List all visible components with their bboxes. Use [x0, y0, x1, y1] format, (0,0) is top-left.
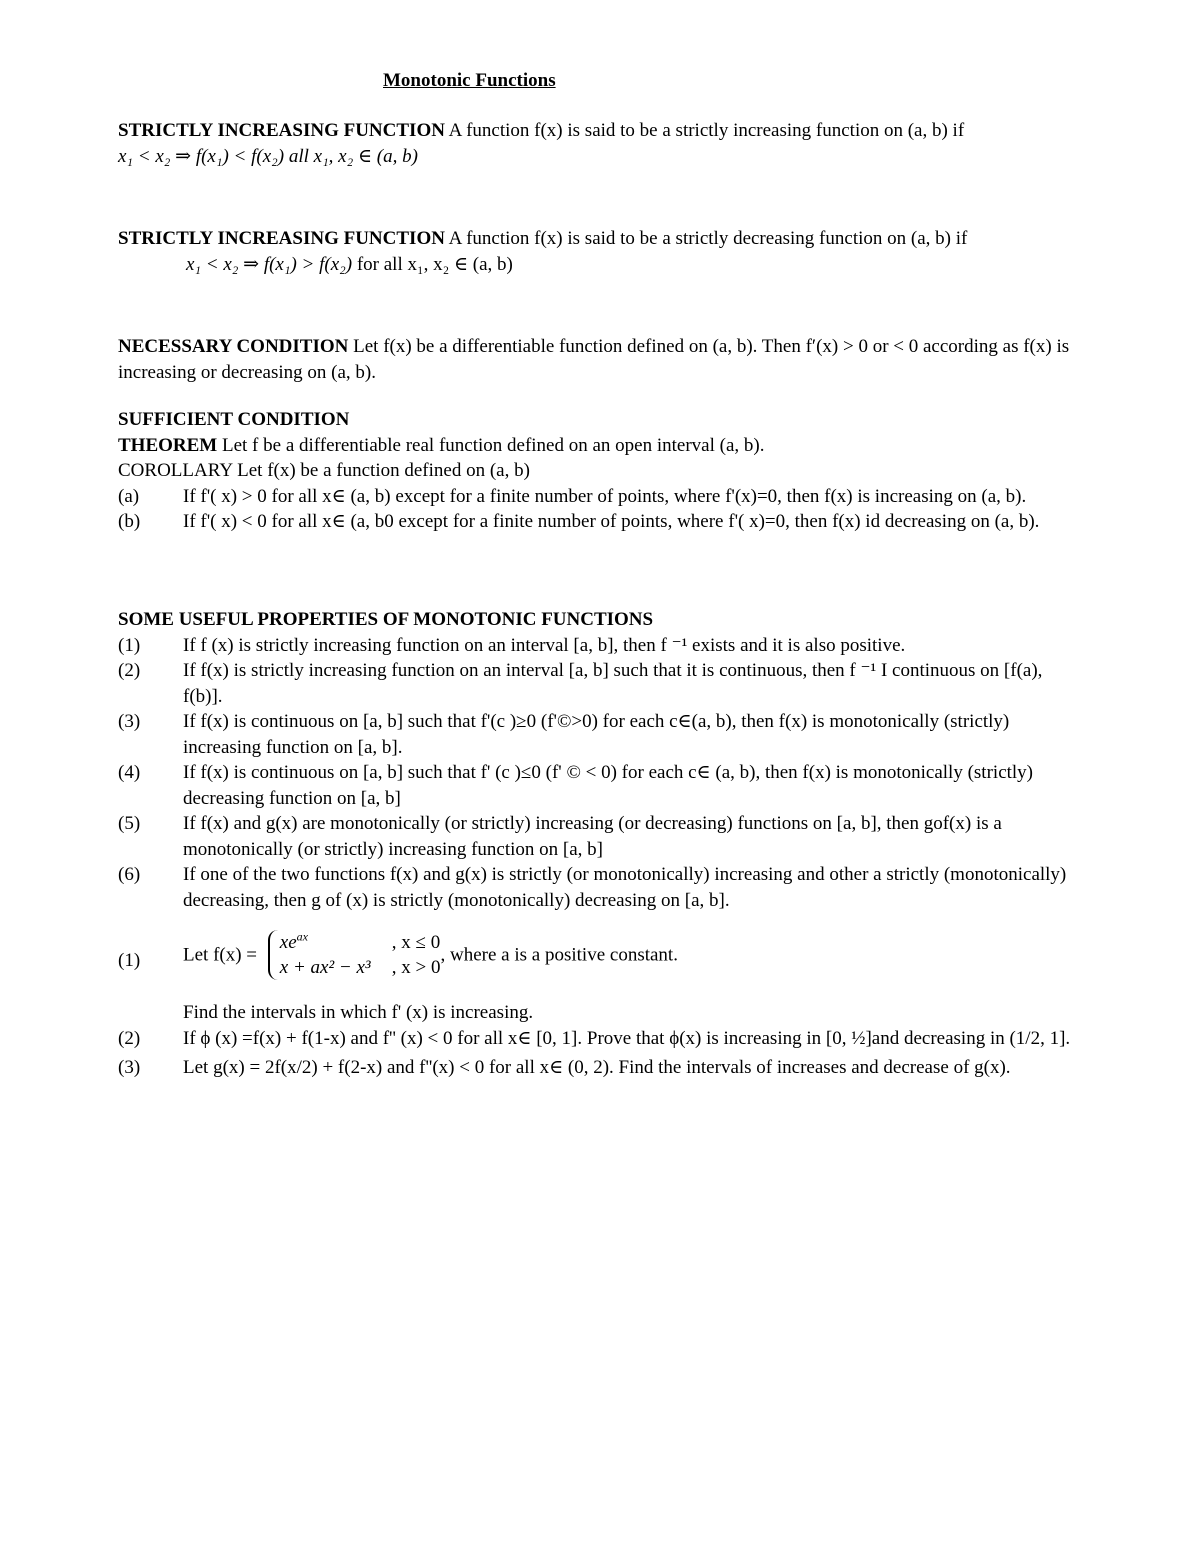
definition-paragraph [118, 118, 1078, 144]
list-item [118, 658, 1078, 709]
list-item [118, 509, 1078, 535]
case-condition: , x ≤ 0 [391, 932, 441, 953]
definition-text: A function f(x) is said to be a strictly decreasing function on (a, b) if [444, 228, 968, 249]
section-necessary-condition [118, 334, 1078, 385]
problem-1 [118, 930, 1078, 990]
item-text: If f'( x) < 0 for all x∈ (a, b0 except for a finite number of points, where f'( x)=0, then f(x) id decreasing on (a, b). [183, 511, 1040, 532]
item-number: (5) [118, 813, 141, 834]
section-properties [118, 607, 1078, 913]
piecewise-case [279, 955, 441, 980]
item-number: (1) [118, 634, 141, 656]
list-item [118, 862, 1078, 913]
section-heading: SUFFICIENT CONDITION [118, 409, 350, 430]
case-condition: , x > 0 [391, 957, 441, 978]
theorem-label: THEOREM [118, 434, 218, 456]
item-number: (4) [118, 762, 141, 783]
item-text: If f'( x) > 0 for all x∈ (a, b) except for a finite number of points, where f'(x)=0, then f(x) is increasing on (a, b). [183, 485, 1027, 507]
piecewise-definition [183, 930, 678, 980]
piecewise-lead: Let f(x) = [183, 944, 262, 966]
definition-paragraph [118, 226, 1078, 252]
item-number: (6) [118, 864, 141, 885]
section-heading: STRICTLY INCREASING FUNCTION [118, 228, 445, 249]
theorem-line [118, 433, 1078, 459]
item-text: If f(x) and g(x) are monotonically (or strictly) increasing (or decreasing) functions on [a, b], then gof(x) is a monotonically (or strictly) increasing function on [a, b] [183, 813, 1002, 860]
section-heading: STRICTLY INCREASING FUNCTION [118, 120, 445, 141]
necessary-text: Let f(x) be a differentiable function defined on (a, b). Then f′(x) > 0 or < 0 according as f(x) is increasing or decreasing on (a, b). [118, 336, 1070, 383]
decreasing-formula-tail: for all x₁, x₂ ∈ (a, b) [352, 253, 513, 275]
item-number: (2) [118, 1027, 141, 1049]
item-text: If f(x) is strictly increasing function on an interval [a, b] such that it is continuous, then f ⁻¹ I continuous on [f(a), f(b)]. [183, 660, 1043, 707]
necessary-paragraph [118, 334, 1078, 385]
theorem-text: Let f be a differentiable real function defined on an open interval (a, b). [217, 434, 765, 456]
case-expression: $xe^{ax}$ [279, 929, 308, 953]
list-item [118, 709, 1078, 760]
corollary-text: Let f(x) be a function defined on (a, b) [232, 460, 530, 481]
piecewise-case [279, 929, 441, 955]
list-item [118, 760, 1078, 811]
item-number: (b) [118, 511, 141, 532]
item-number: (3) [118, 1057, 141, 1078]
section-strictly-increasing [118, 118, 1078, 169]
item-text: If one of the two functions f(x) and g(x) is strictly (or monotonically) increasing and other a strictly (monotonically) decreasing, then g of (x) is strictly (monotonically) decreasing on [a, b]. [183, 864, 1067, 911]
piecewise-tail: , where a is a positive constant. [435, 944, 678, 966]
problem-2 [118, 1026, 1078, 1052]
case-expression: x + ax² − x³ [279, 957, 371, 978]
item-number: (3) [118, 711, 141, 732]
list-item [118, 633, 1078, 659]
list-item [118, 484, 1078, 510]
problem-3 [118, 1055, 1078, 1081]
section-sufficient-condition [118, 407, 1078, 535]
item-text: If f (x) is strictly increasing function on an interval [a, b], then f ⁻¹ exists and it is also positive. [183, 634, 906, 656]
section-strictly-decreasing [118, 226, 1078, 277]
item-number: (1) [118, 950, 141, 971]
item-text: If f(x) is continuous on [a, b] such that f' (c )≤0 (f' © < 0) for each c∈ (a, b), then f(x) is monotonically (strictly) decreasing function on [a, b] [183, 762, 1034, 809]
corollary-line [118, 458, 1078, 484]
item-text: If ϕ (x) =f(x) + f(1-x) and f'' (x) < 0 for all x∈ [0, 1]. Prove that ϕ(x) is increasing in [0, ½]and decreasing in (1/2, 1]. [183, 1027, 1071, 1049]
piecewise-brace [268, 929, 441, 980]
followup-text: Find the intervals in which f' (x) is increasing. [183, 1002, 534, 1023]
problem-1-followup [118, 1000, 1078, 1026]
section-heading: SOME USEFUL PROPERTIES OF MONOTONIC FUNCTIONS [118, 609, 654, 630]
item-number: (2) [118, 660, 141, 681]
decreasing-formula-line [118, 252, 1078, 278]
section-problems [118, 930, 1078, 1081]
decreasing-formula: x₁ < x₂ ⇒ f(x₁) > f(x₂) [186, 253, 353, 275]
list-item [118, 811, 1078, 862]
section-heading: NECESSARY CONDITION [118, 336, 349, 357]
corollary-label: COROLLARY [118, 460, 233, 481]
increasing-formula: x₁ < x₂ ⇒ f(x₁) < f(x₂) all x₁, x₂ ∈ (a, b) [118, 145, 418, 167]
item-text: Let g(x) = 2f(x/2) + f(2-x) and f''(x) < 0 for all x∈ (0, 2). Find the intervals of increases and decrease of g(x). [183, 1057, 1011, 1078]
definition-text: A function f(x) is said to be a strictly increasing function on (a, b) if [444, 120, 965, 141]
page-title: Monotonic Functions [383, 70, 556, 91]
item-number: (a) [118, 485, 140, 507]
item-text: If f(x) is continuous on [a, b] such that f'(c )≥0 (f'©>0) for each c∈(a, b), then f(x) is monotonically (strictly) increasing function on [a, b]. [183, 711, 1010, 758]
